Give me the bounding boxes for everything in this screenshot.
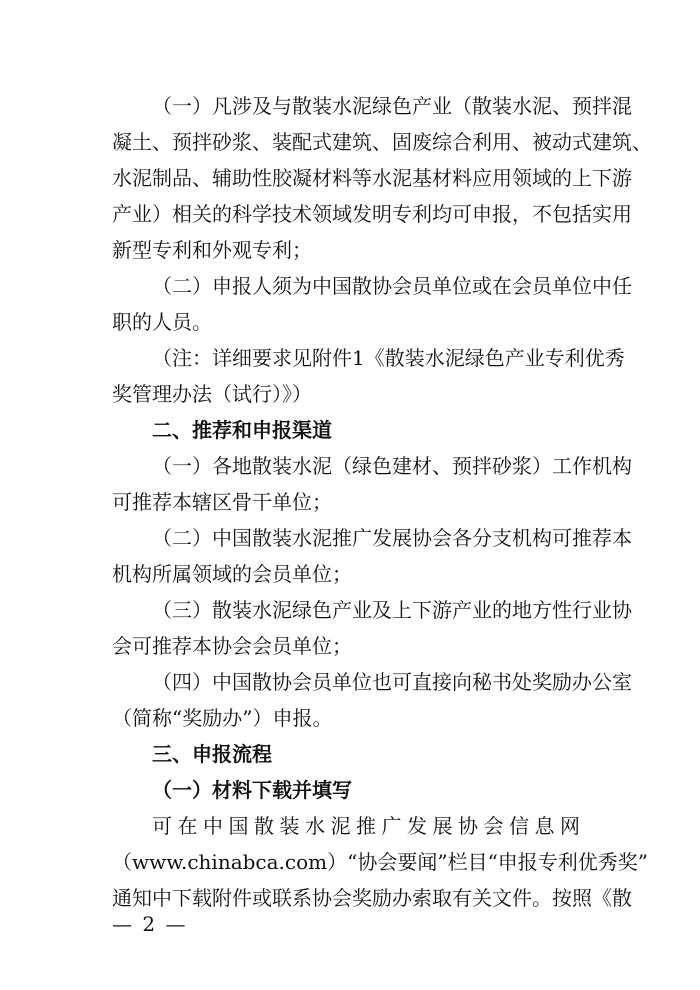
paragraph-line: 会可推荐本协会会员单位；: [112, 634, 352, 658]
paragraph-line: （注：详细要求见附件1《散装水泥绿色产业专利优秀: [152, 346, 625, 370]
paragraph-line: 凝土、预拌砂浆、装配式建筑、固废综合利用、被动式建筑、: [112, 130, 652, 154]
paragraph-line: 可推荐本辖区骨干单位；: [112, 490, 332, 514]
paragraph-line: 职的人员。: [112, 310, 212, 334]
section-heading: 二、推荐和申报渠道: [152, 418, 332, 442]
paragraph-line: 新型专利和外观专利；: [112, 238, 312, 262]
paragraph-line: 奖管理办法（试行）》）: [112, 382, 312, 406]
paragraph-line: 通知中下载附件或联系协会奖励办索取有关文件。按照《散: [112, 886, 632, 910]
paragraph-line: （一）凡涉及与散装水泥绿色产业（散装水泥、预拌混: [152, 94, 632, 118]
section-heading: 三、申报流程: [152, 742, 272, 766]
paragraph-line: （三）散装水泥绿色产业及上下游产业的地方性行业协: [152, 598, 632, 622]
paragraph-line: （四）中国散协会员单位也可直接向秘书处奖励办公室: [152, 670, 632, 694]
paragraph-line: （www.chinabca.com）“协会要闻”栏目“申报专利优秀奖”: [112, 850, 649, 874]
paragraph-line: （简称“奖励办”）申报。: [112, 706, 333, 730]
paragraph-line: 可在中国散装水泥推广发展协会信息网: [152, 814, 580, 838]
paragraph-line: （一）各地散装水泥（绿色建材、预拌砂浆）工作机构: [152, 454, 632, 478]
paragraph-line: （二）中国散装水泥推广发展协会各分支机构可推荐本: [152, 526, 632, 550]
paragraph-line: 水泥制品、辅助性胶凝材料等水泥基材料应用领域的上下游: [112, 166, 632, 190]
paragraph-line: （二）申报人须为中国散协会员单位或在会员单位中任: [152, 274, 632, 298]
document-body: [112, 88, 652, 916]
paragraph-line: 机构所属领域的会员单位；: [112, 562, 352, 586]
paragraph-line: 产业）相关的科学技术领域发明专利均可申报，不包括实用: [112, 202, 632, 226]
subsection-heading: （一）材料下载并填写: [152, 778, 352, 802]
page-number: — 2 —: [112, 912, 188, 936]
